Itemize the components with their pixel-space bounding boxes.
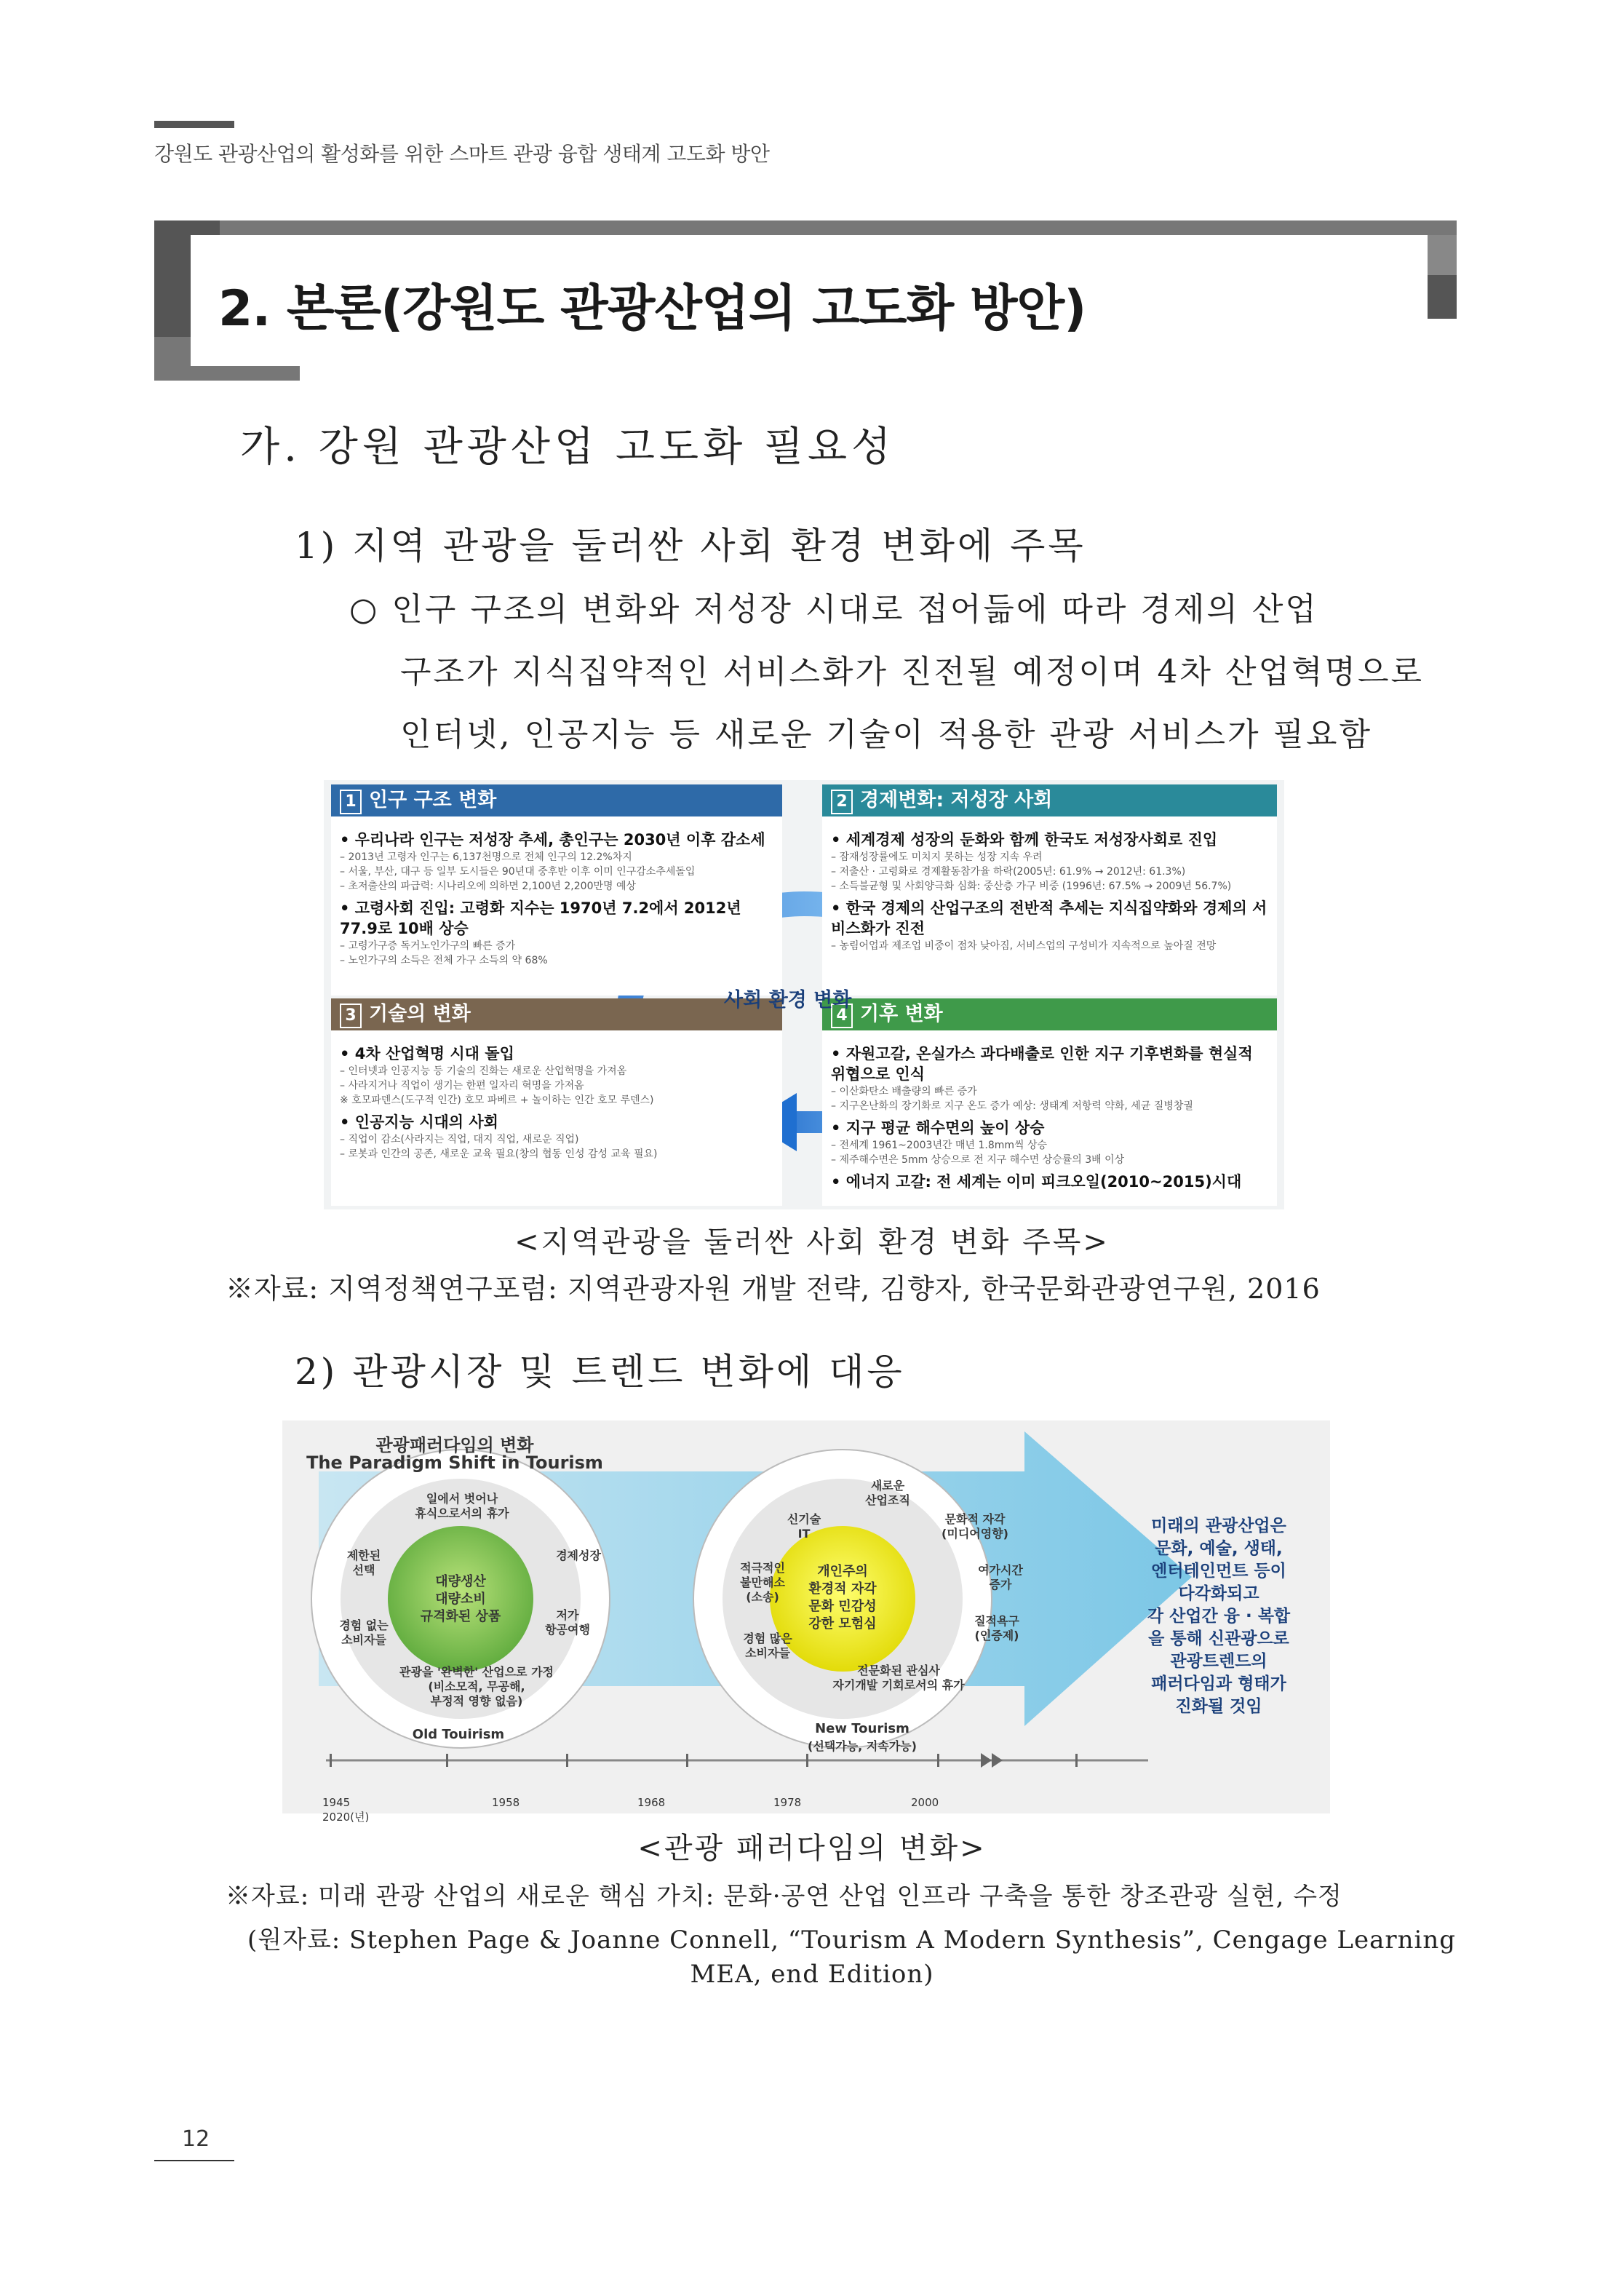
- timeline-tick-label: 1958: [492, 1796, 520, 1809]
- new-core-item: 문화 민감성: [808, 1599, 877, 1614]
- new-core-item: 환경적 자각: [808, 1581, 877, 1597]
- future-line: 관광트렌드의: [1170, 1652, 1267, 1671]
- panel-title: 경제변화: 저성장 사회: [860, 789, 1053, 811]
- panel-title: 기후 변화: [860, 1003, 943, 1025]
- panel-technology: [331, 998, 782, 1206]
- panel-sub-point: – 이산화탄소 배출량의 빠른 증가: [831, 1086, 977, 1097]
- new-outer-label: 새로운 산업조직: [865, 1479, 910, 1507]
- panel-sub-point: ※ 호모파덴스(도구적 인간) 호모 파베르 + 놀이하는 인간 호모 루덴스): [340, 1094, 654, 1106]
- panel-economy: [822, 784, 1277, 996]
- panel-body: [340, 1039, 775, 1161]
- panel-number: 1: [340, 790, 362, 814]
- old-outer-label: 저가 항공여행: [545, 1608, 590, 1637]
- panel-header: [822, 784, 1277, 816]
- new-outer-label: 여가시간 증가: [978, 1563, 1023, 1592]
- panel-body: [831, 1039, 1270, 1192]
- timeline-tick-label: 1945: [322, 1796, 351, 1809]
- future-line: 엔터테인먼트 등이: [1151, 1562, 1286, 1581]
- panel-main-point: • 지구 평균 해수면의 높이 상승: [831, 1119, 1045, 1137]
- old-outer-label: 경제성장: [556, 1549, 601, 1562]
- future-line: 패러다임과 형태가: [1151, 1674, 1286, 1693]
- section-frame-top: [154, 220, 1457, 235]
- panel-number: 2: [831, 790, 853, 814]
- figure1-source: ※자료: 지역정책연구포럼: 지역관광자원 개발 전략, 김향자, 한국문화관광연구원, 2016: [226, 1273, 1321, 1305]
- panel-sub-point: – 직업이 감소(사라지는 직업, 대지 직업, 새로운 직업): [340, 1134, 579, 1145]
- panel-sub-point: – 인터넷과 인공지능 등 기술의 진화는 새로운 산업혁명을 가져옴: [340, 1065, 627, 1077]
- panel-number: 4: [831, 1004, 853, 1028]
- new-outer-label: 문화적 자각 (미디어영향): [942, 1512, 1008, 1541]
- panel-main-point: • 4차 산업혁명 시대 돌입: [340, 1045, 514, 1062]
- old-outer-label: 일에서 벗어나 휴식으로서의 휴가: [415, 1492, 509, 1520]
- footer-rule: [154, 2160, 234, 2161]
- panel-main-point: • 한국 경제의 산업구조의 전반적 추세는 지식집약화와 경제의 서비스화가 진전: [831, 899, 1267, 937]
- panel-sub-point: – 노인가구의 소득은 전체 가구 소득의 약 68%: [340, 955, 548, 966]
- new-outer-label: 신기술 IT: [787, 1512, 821, 1541]
- item1-heading: 1) 지역 관광을 둘러싼 사회 환경 변화에 주목: [295, 525, 1086, 567]
- item2-heading: 2) 관광시장 및 트렌드 변화에 대응: [295, 1351, 905, 1393]
- panel-title: 인구 구조 변화: [369, 789, 497, 811]
- page-number: 12: [182, 2126, 210, 2152]
- section-frame-bottom: [191, 366, 300, 381]
- panel-header: [331, 784, 782, 816]
- timeline-tick-label: 1968: [637, 1796, 666, 1809]
- figure2-source-line2: (원자료: Stephen Page & Joanne Connell, “Tourism A Modern Synthesis”, Cengage Learning: [247, 1926, 1457, 1955]
- new-outer-label: 전문화된 관심사 자기개발 기회로서의 휴가: [832, 1664, 965, 1692]
- figure2-caption: <관광 패러다임의 변화>: [637, 1832, 987, 1865]
- panel-main-point: • 인공지능 시대의 사회: [340, 1113, 498, 1131]
- subsection-heading: 가. 강원 관광산업 고도화 필요성: [240, 424, 896, 471]
- future-line: 다각화되고: [1178, 1584, 1259, 1603]
- old-tourism-label: Old Touirism: [412, 1727, 505, 1742]
- panel-sub-point: – 제주해수면은 5mm 상승으로 전 지구 해수면 상승률의 3배 이상: [831, 1154, 1125, 1166]
- cycle-center-label: 사회 환경 변화: [724, 989, 852, 1012]
- new-tourism-sublabel: (선택가능, 지속가능): [808, 1739, 917, 1753]
- figure2-source-line1: ※자료: 미래 관광 산업의 새로운 핵심 가치: 문화·공연 산업 인프라 구축을 통한 창조관광 실현, 수정: [226, 1882, 1342, 1911]
- panel-population: [331, 784, 782, 996]
- panel-title: 기술의 변화: [369, 1003, 471, 1025]
- timeline-tick-label: 1978: [773, 1796, 802, 1809]
- panel-header: [331, 998, 782, 1030]
- item1-bullet: [349, 579, 1441, 766]
- new-outer-label: 질적욕구 (인증제): [974, 1614, 1019, 1642]
- new-core-item: 강한 모험심: [808, 1616, 877, 1632]
- running-title: 강원도 관광산업의 활성화를 위한 스마트 관광 융합 생태계 고도화 방안: [154, 142, 770, 166]
- future-line: 미래의 관광산업은: [1151, 1517, 1286, 1535]
- section-frame-left-bottom: [154, 337, 191, 381]
- panel-sub-point: – 로봇과 인간의 공존, 새로운 교육 필요(창의 협동 인성 감성 교육 필요): [340, 1148, 658, 1160]
- section-frame-top-corner: [154, 220, 220, 235]
- section-frame-right-light: [1428, 235, 1457, 275]
- panel-body: [831, 825, 1270, 953]
- panel-sub-point: – 지구온난화의 장기화로 지구 온도 증가 예상: 생태계 저항력 약화, 세균 질병창궐: [831, 1100, 1193, 1112]
- new-outer-label: 적극적인 불만해소 (소송): [740, 1561, 785, 1604]
- new-tourism-label: New Tourism: [815, 1721, 909, 1736]
- panel-sub-point: – 고령가구증 독거노인가구의 빠른 증가: [340, 940, 516, 952]
- old-core-item: 대량생산: [435, 1574, 486, 1589]
- panel-body: [340, 825, 775, 968]
- figure1-caption: <지역관광을 둘러싼 사회 환경 변화 주목>: [514, 1225, 1110, 1259]
- bullet-line: 인터넷, 인공지능 등 새로운 기술이 적용한 관광 서비스가 필요함: [400, 716, 1372, 753]
- old-core-text: [399, 1573, 522, 1626]
- future-line: 문화, 예술, 생태,: [1155, 1539, 1283, 1558]
- old-outer-label: 관광을 '완벽한' 산업으로 가정 (비소모적, 무공해, 부정적 영향 없음): [399, 1665, 554, 1708]
- section-frame-right-dark: [1428, 275, 1457, 319]
- section-title: 2. 본론(강원도 관광산업의 고도화 방안): [218, 280, 1086, 338]
- old-outer-label: 제한된 선택: [346, 1549, 381, 1577]
- panel-sub-point: – 초저출산의 파급력: 시나리오에 의하면 2,100년 2,200만명 예상: [340, 881, 637, 892]
- panel-sub-point: – 소득불균형 및 사회양극화 심화: 중산층 가구 비중 (1996년: 67.5% → 2009년 56.7%): [831, 881, 1232, 892]
- old-core-item: 규격화된 상품: [420, 1609, 501, 1624]
- figure2-title-en: The Paradigm Shift in Tourism: [306, 1453, 603, 1473]
- panel-sub-point: – 저출산 · 고령화로 경제활동참가율 하락(2005년: 61.9% → 2012년: 61.3%): [831, 866, 1186, 878]
- panel-header: [822, 998, 1277, 1030]
- section-frame-left: [154, 235, 191, 337]
- future-tourism-text: [1117, 1515, 1321, 1718]
- panel-sub-point: – 전세계 1961~2003년간 매년 1.8mm씩 상승: [831, 1140, 1048, 1151]
- panel-main-point: • 우리나라 인구는 저성장 추세, 총인구는 2030년 이후 감소세: [340, 831, 765, 849]
- header-bar: [154, 121, 234, 128]
- panel-main-point: • 고령사회 진입: 고령화 지수는 1970년 7.2에서 2012년 77.9로 10배 상승: [340, 899, 741, 937]
- panel-sub-point: – 서울, 부산, 대구 등 일부 도시들은 90년대 중후반 이후 이미 인구감소추세돌입: [340, 866, 696, 878]
- panel-main-point: • 자원고갈, 온실가스 과다배출로 인한 지구 기후변화를 현실적 위협으로 인식: [831, 1045, 1253, 1083]
- panel-sub-point: – 잠재성장률에도 미치지 못하는 성장 지속 우려: [831, 851, 1043, 863]
- figure2-title-ko: 관광패러다임의 변화: [375, 1435, 534, 1455]
- timeline-unit-label: 2020(년): [322, 1811, 370, 1824]
- old-core-item: 대량소비: [435, 1592, 486, 1607]
- panel-climate: [822, 998, 1277, 1206]
- panel-main-point: • 세계경제 성장의 둔화와 함께 한국도 저성장사회로 진입: [831, 831, 1218, 849]
- future-line: 진화될 것임: [1175, 1697, 1262, 1716]
- bullet-line: 구조가 지식집약적인 서비스화가 진전될 예정이며 4차 산업혁명으로: [400, 653, 1425, 691]
- old-outer-label: 경험 없는 소비자들: [339, 1618, 389, 1647]
- new-outer-label: 경험 많은 소비자들: [743, 1632, 792, 1660]
- panel-sub-point: – 2013년 고령자 인구는 6,137천명으로 전체 인구의 12.2%차지: [340, 851, 632, 863]
- panel-main-point: • 에너지 고갈: 전 세계는 이미 피크오일(2010~2015)시대: [831, 1173, 1242, 1191]
- panel-number: 3: [340, 1004, 362, 1028]
- timeline-tick-label: 2000: [911, 1796, 939, 1809]
- panel-sub-point: – 사라지거나 직업이 생기는 한편 일자리 혁명을 가져옴: [340, 1080, 584, 1092]
- figure2-source-line3: MEA, end Edition): [690, 1960, 934, 1989]
- panel-sub-point: – 농림어업과 제조업 비중이 점차 낮아짐, 서비스업의 구성비가 지속적으로 높아질 전망: [831, 940, 1217, 952]
- bullet-line: ○ 인구 구조의 변화와 저성장 시대로 접어듦에 따라 경제의 산업: [349, 591, 1318, 628]
- new-core-item: 개인주의: [817, 1564, 868, 1579]
- future-line: 각 산업간 융 · 복합: [1147, 1607, 1291, 1626]
- future-line: 을 통해 신관광으로: [1148, 1629, 1289, 1648]
